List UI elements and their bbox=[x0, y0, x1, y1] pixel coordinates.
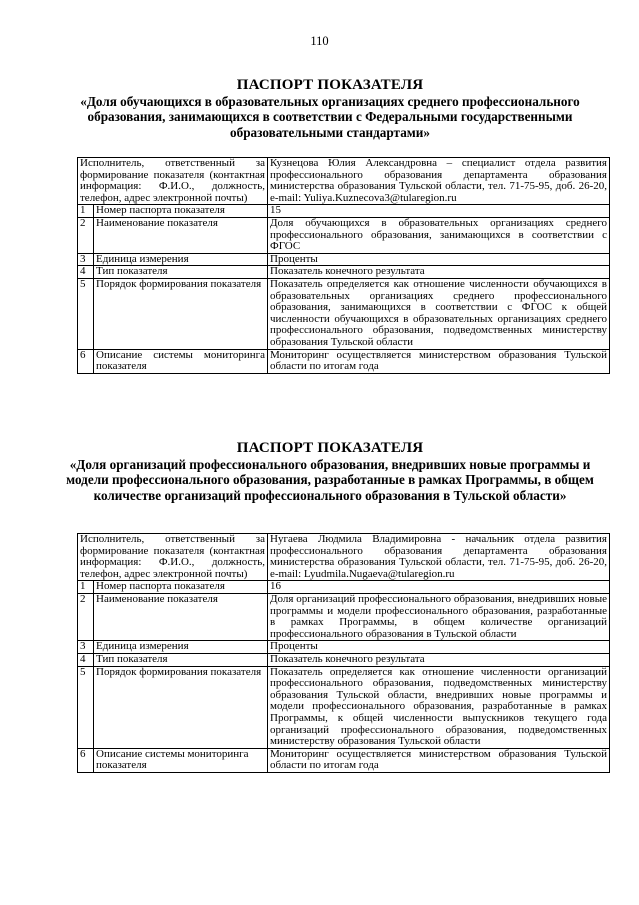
row-value: 16 bbox=[268, 581, 610, 594]
row-number: 6 bbox=[78, 349, 94, 373]
row-label: Описание системы мониторинга показателя bbox=[94, 748, 268, 772]
table-row bbox=[78, 593, 610, 640]
row-value: 15 bbox=[268, 205, 610, 218]
row-label: Порядок формирования показателя bbox=[94, 278, 268, 349]
row-number: 2 bbox=[78, 217, 94, 253]
passport-table-1 bbox=[77, 157, 610, 374]
passport-title: ПАСПОРТ ПОКАЗАТЕЛЯ bbox=[236, 77, 424, 93]
table-row bbox=[78, 748, 610, 772]
row-value: Проценты bbox=[268, 253, 610, 266]
executor-value: Кузнецова Юлия Александровна – специалист отдела развития профессионального образования департамента образования министерства образования Тульской области, тел. 71-75-95, доб. 26-20, e-mail: Yuliya.Kuznecova3@tularegion.ru bbox=[268, 158, 610, 205]
passport-heading-1 bbox=[60, 78, 600, 140]
row-number: 4 bbox=[78, 653, 94, 666]
table-row bbox=[78, 534, 610, 581]
table-row bbox=[78, 349, 610, 373]
row-label: Наименование показателя bbox=[94, 217, 268, 253]
passport-title: ПАСПОРТ ПОКАЗАТЕЛЯ bbox=[236, 440, 424, 456]
table-row bbox=[78, 666, 610, 748]
row-label: Порядок формирования показателя bbox=[94, 666, 268, 748]
row-value: Мониторинг осуществляется министерством образования Тульской области по итогам года bbox=[268, 748, 610, 772]
row-value: Показатель определяется как отношение численности организаций профессионального образования, подведомственных министерству образования Тульской области, внедривших новые программы и модели профессионального образования, разработанные в рамках Программы, к общей численности выпускников текущего года организаций профессионального образования, подведомственных министерству образования Тульской области bbox=[268, 666, 610, 748]
passport-subtitle: «Доля обучающихся в образовательных организациях среднего профессионального образования, занимающихся в соответствии с Федеральными государственными образовательными стандартами» bbox=[80, 93, 580, 140]
row-value: Проценты bbox=[268, 641, 610, 654]
page-number: 110 bbox=[310, 34, 329, 48]
row-number: 4 bbox=[78, 266, 94, 279]
row-number: 5 bbox=[78, 666, 94, 748]
table-row bbox=[78, 653, 610, 666]
row-value: Показатель определяется как отношение численности обучающихся в образовательных организациях среднего профессионального образования, занимающихся в соответствии с ФГОС к общей численности обучающихся в образовательных организациях среднего профессионального образования, подведомственных министерству образования Тульской области bbox=[268, 278, 610, 349]
row-label: Единица измерения bbox=[94, 641, 268, 654]
table-row bbox=[78, 641, 610, 654]
row-number: 2 bbox=[78, 593, 94, 640]
row-label: Тип показателя bbox=[94, 653, 268, 666]
row-number: 1 bbox=[78, 581, 94, 594]
row-value: Показатель конечного результата bbox=[268, 653, 610, 666]
row-label: Описание системы мониторинга показателя bbox=[94, 349, 268, 373]
row-value: Показатель конечного результата bbox=[268, 266, 610, 279]
row-label: Тип показателя bbox=[94, 266, 268, 279]
table-row bbox=[78, 158, 610, 205]
executor-value: Нугаева Людмила Владимировна - начальник отдела развития профессионального образования департамента образования министерства образования Тульской области, тел. 71-75-95, доб. 26-20, e-mail: Lyudmila.Nugaeva@tularegion.ru bbox=[268, 534, 610, 581]
table-row bbox=[78, 253, 610, 266]
executor-label: Исполнитель, ответственный за формирование показателя (контактная информация: Ф.И.О., должность, телефон, адрес электронной почты) bbox=[78, 534, 268, 581]
row-number: 6 bbox=[78, 748, 94, 772]
row-number: 5 bbox=[78, 278, 94, 349]
row-value: Доля организаций профессионального образования, внедривших новые программы и модели профессионального образования, разработанные в рамках Программы, в общем количестве организаций профессионального образования в Тульской области bbox=[268, 593, 610, 640]
table-row bbox=[78, 266, 610, 279]
row-number: 3 bbox=[78, 641, 94, 654]
passport-table-2 bbox=[77, 533, 610, 773]
row-label: Номер паспорта показателя bbox=[94, 205, 268, 218]
table-row bbox=[78, 278, 610, 349]
row-label: Наименование показателя bbox=[94, 593, 268, 640]
row-value: Доля обучающихся в образовательных организациях среднего профессионального образования, занимающихся в соответствии с ФГОС bbox=[268, 217, 610, 253]
row-value: Мониторинг осуществляется министерством образования Тульской области по итогам года bbox=[268, 349, 610, 373]
passport-subtitle: «Доля организаций профессионального образования, внедривших новые программы и модели профессионального образования, разработанные в рамках Программы, в общем количестве организаций профессионального образования в Тульской области» bbox=[66, 456, 594, 503]
table-row bbox=[78, 205, 610, 218]
passport-heading-2 bbox=[60, 441, 600, 503]
row-label: Номер паспорта показателя bbox=[94, 581, 268, 594]
table-row bbox=[78, 581, 610, 594]
row-number: 3 bbox=[78, 253, 94, 266]
row-number: 1 bbox=[78, 205, 94, 218]
executor-label: Исполнитель, ответственный за формирование показателя (контактная информация: Ф.И.О., должность, телефон, адрес электронной почты) bbox=[78, 158, 268, 205]
row-label: Единица измерения bbox=[94, 253, 268, 266]
table-row bbox=[78, 217, 610, 253]
